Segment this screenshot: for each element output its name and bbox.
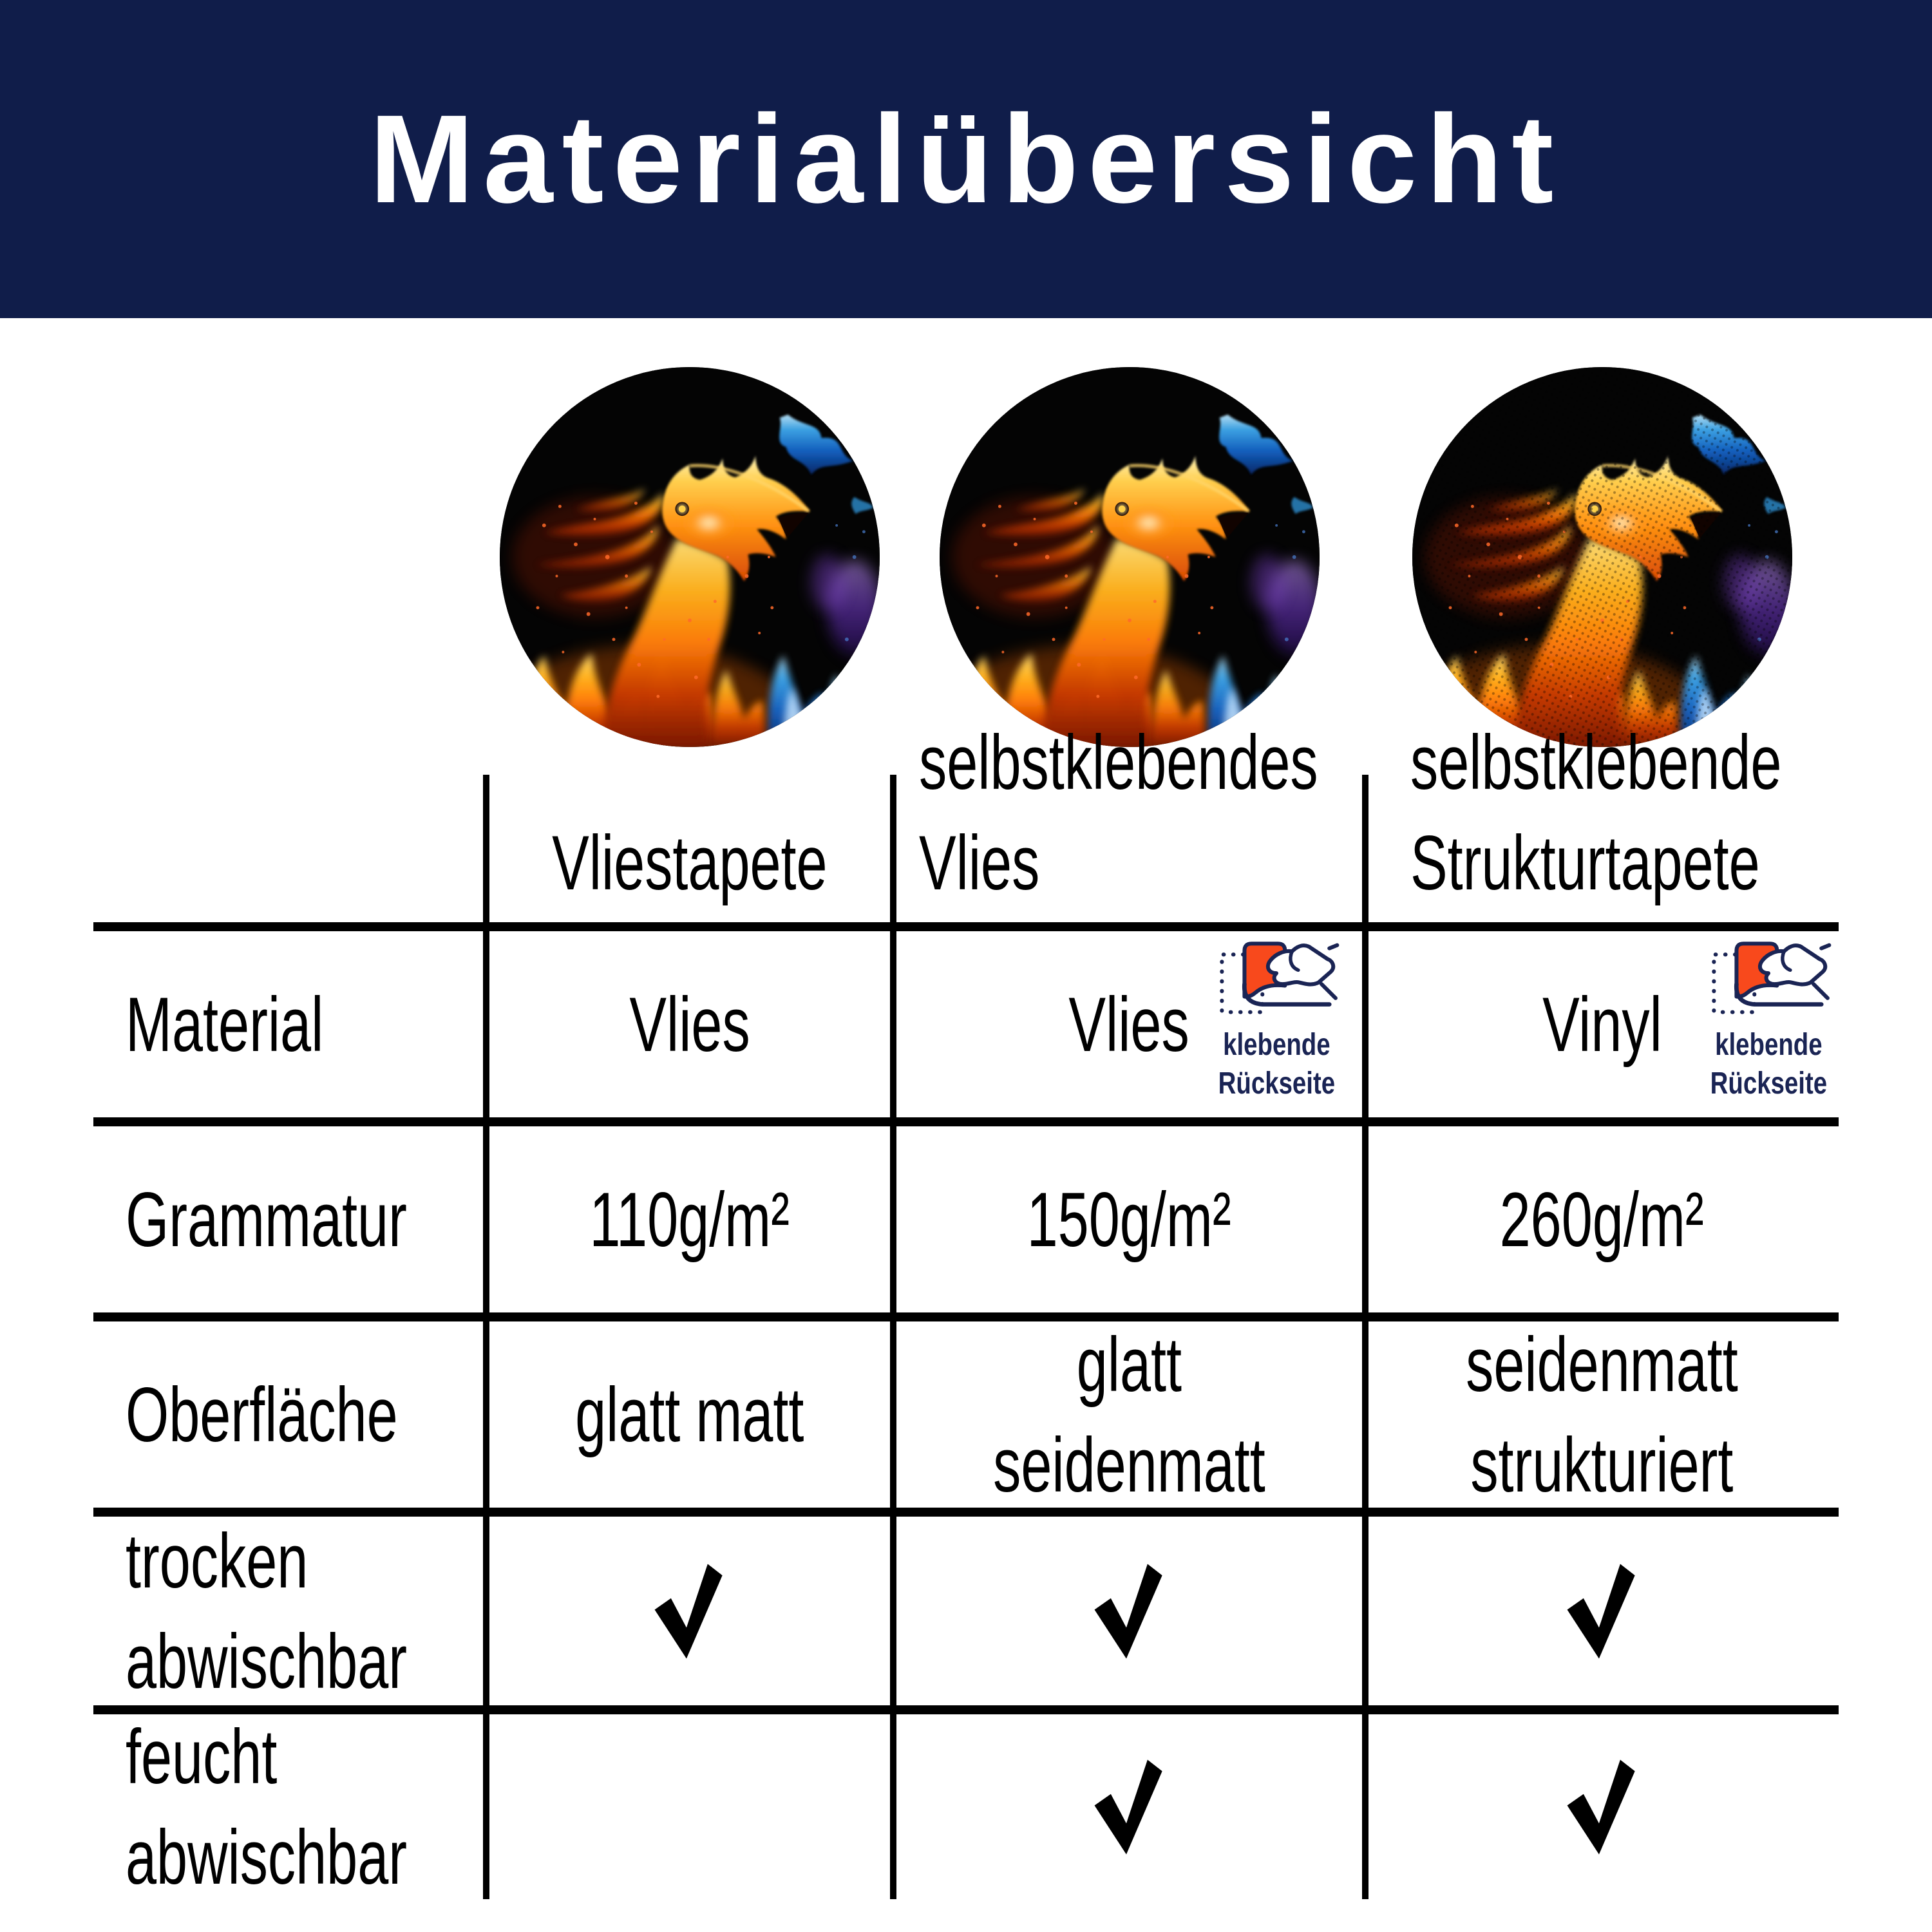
col-header-selbstklebendes-vlies: selbstklebendes Vlies: [919, 719, 1318, 906]
adhesive-backing-label: klebende Rückseite: [1710, 1028, 1827, 1101]
cell-grammatur-selbstklebendes-vlies: 150g/m²: [1027, 1176, 1231, 1263]
fire-dragon-image-textured: [1412, 367, 1792, 747]
row-label-oberflaeche: Oberfläche: [126, 1371, 398, 1458]
check-icon: [1561, 1562, 1643, 1660]
row-label-trocken-abwischbar: trocken abwischbar: [126, 1517, 408, 1705]
cell-oberflaeche-vliestapete: glatt matt: [575, 1371, 804, 1458]
cell-feucht-selbstklebendes-vlies: [893, 1714, 1365, 1899]
fire-dragon-image: [940, 367, 1320, 747]
cell-oberflaeche-strukturtapete: seidenmatt strukturiert: [1466, 1321, 1738, 1508]
product-image-selbstklebendes-vlies: [940, 367, 1320, 747]
check-icon: [1561, 1758, 1643, 1856]
adhesive-backing-badge: [1199, 939, 1354, 1103]
check-icon: [1088, 1758, 1171, 1856]
check-icon: [1088, 1562, 1171, 1660]
cell-oberflaeche-selbstklebendes-vlies: glatt seidenmatt: [993, 1321, 1265, 1508]
row-label-grammatur: Grammatur: [126, 1176, 407, 1263]
title-banner: [0, 0, 1932, 318]
cell-material-strukturtapete: Vinyl: [1542, 981, 1662, 1068]
peel-sticker-icon: [1213, 939, 1340, 1025]
cell-feucht-strukturtapete: [1365, 1714, 1839, 1899]
table-border-line: [93, 1117, 1839, 1126]
cell-feucht-vliestapete-empty: [486, 1714, 893, 1899]
page-title: Materialübersicht: [369, 89, 1563, 229]
cell-material-vliestapete: Vlies: [629, 981, 750, 1068]
cell-trocken-strukturtapete: [1365, 1517, 1839, 1705]
fire-dragon-image: [500, 367, 880, 747]
row-label-feucht-abwischbar: feucht abwischbar: [126, 1713, 408, 1900]
table-border-line: [93, 922, 1839, 931]
cell-grammatur-vliestapete: 110g/m²: [589, 1176, 790, 1263]
check-icon: [649, 1562, 731, 1660]
col-header-vliestapete: Vliestapete: [552, 820, 828, 906]
peel-sticker-icon: [1705, 939, 1832, 1025]
col-header-selbstklebende-strukturtapete: selbstklebende Strukturtapete: [1410, 719, 1782, 906]
cell-material-selbstklebendes-vlies: Vlies: [1068, 981, 1190, 1068]
product-image-vliestapete: [500, 367, 880, 747]
adhesive-backing-badge: [1691, 939, 1846, 1103]
cell-grammatur-strukturtapete: 260g/m²: [1500, 1176, 1704, 1263]
row-label-material: Material: [126, 981, 324, 1068]
adhesive-backing-label: klebende Rückseite: [1218, 1028, 1335, 1101]
product-image-selbstklebende-strukturtapete: [1412, 367, 1792, 747]
cell-trocken-selbstklebendes-vlies: [893, 1517, 1365, 1705]
cell-trocken-vliestapete: [486, 1517, 893, 1705]
